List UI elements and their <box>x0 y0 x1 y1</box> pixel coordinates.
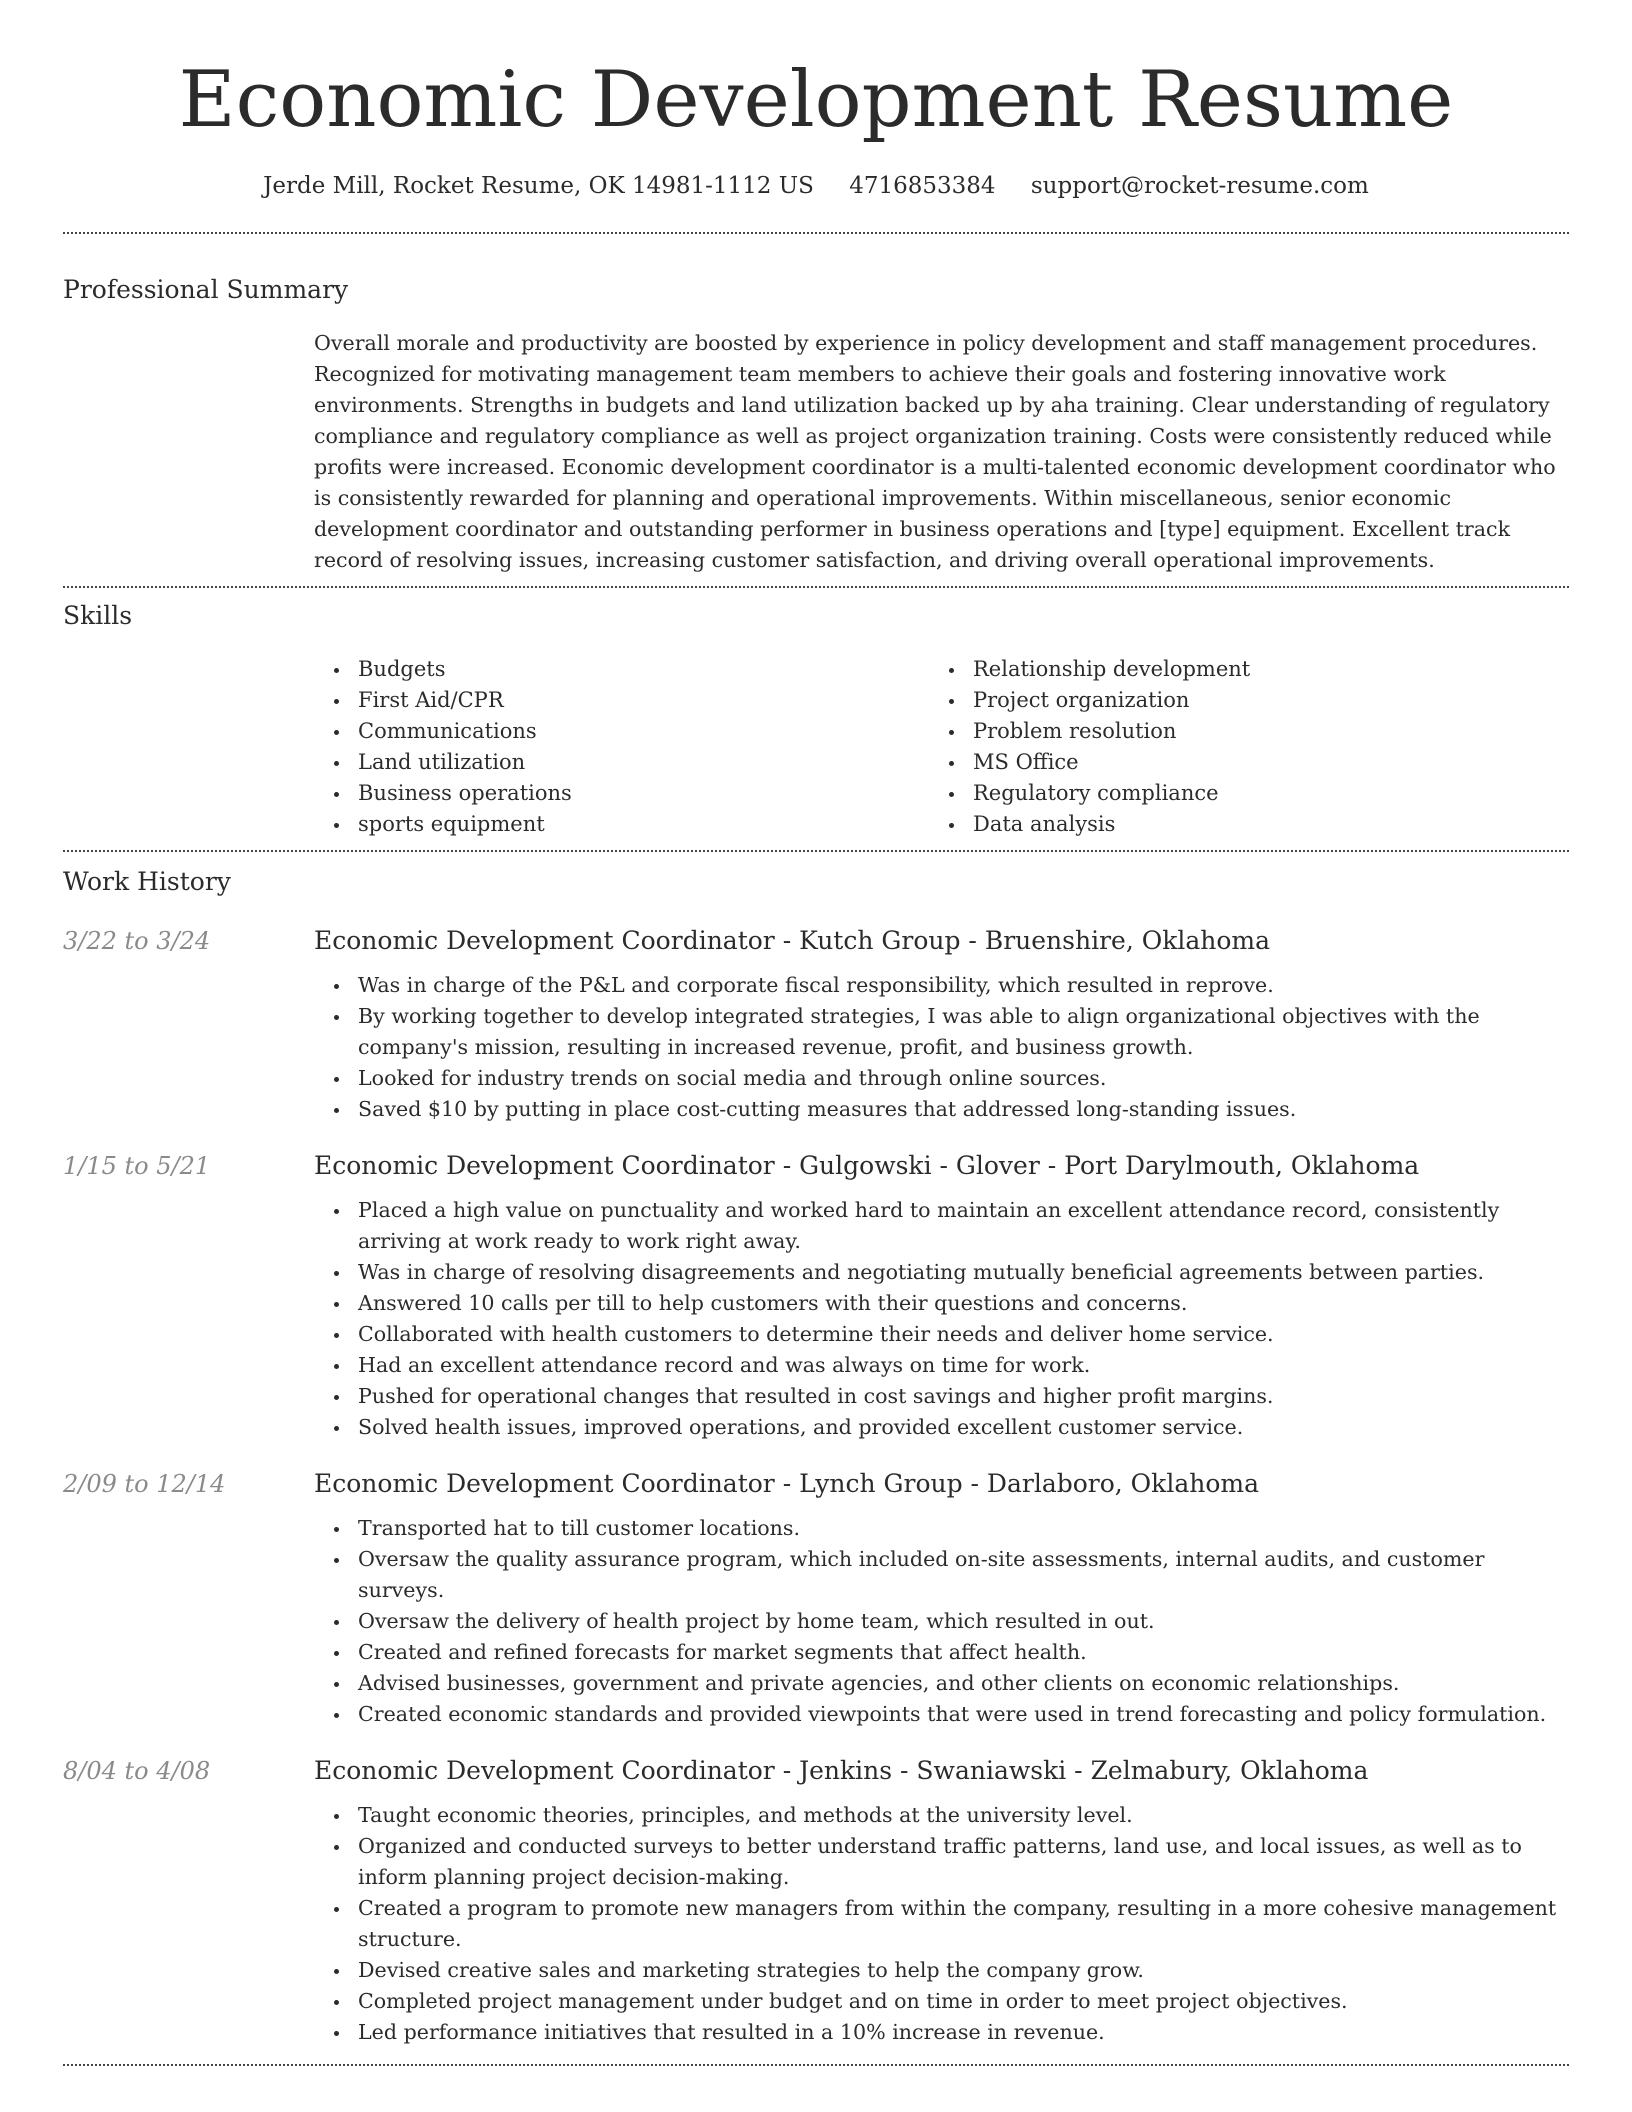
job-bullet: Devised creative sales and marketing strategies to help the company grow. <box>314 1955 1569 1986</box>
resume-header <box>63 0 1569 202</box>
job-bullet: Taught economic theories, principles, and methods at the university level. <box>314 1800 1569 1831</box>
job-body <box>314 924 1569 1125</box>
job-bullets <box>314 1800 1569 2048</box>
job-title: Economic Development Coordinator - Kutch Group - Bruenshire, Oklahoma <box>314 926 1271 955</box>
skill-item: MS Office <box>929 747 1544 778</box>
section-title-summary: Professional Summary <box>63 275 349 304</box>
job-bullet: Oversaw the delivery of health project by home team, which resulted in out. <box>314 1606 1569 1637</box>
job-entry <box>63 924 1569 1125</box>
job-bullet: Oversaw the quality assurance program, which included on-site assessments, internal audits, and customer surveys. <box>314 1544 1569 1606</box>
skill-item: Project organization <box>929 685 1544 716</box>
job-bullet: Advised businesses, government and private agencies, and other clients on economic relationships. <box>314 1668 1569 1699</box>
job-bullet: Created economic standards and provided viewpoints that were used in trend forecasting and policy formulation. <box>314 1699 1569 1730</box>
job-entry <box>63 1467 1569 1730</box>
job-bullets <box>314 1195 1569 1443</box>
skills-section <box>63 588 1569 850</box>
job-bullets <box>314 1513 1569 1730</box>
section-title-work: Work History <box>63 867 231 896</box>
job-bullet: Completed project management under budget and on time in order to meet project objectives. <box>314 1986 1569 2017</box>
job-dates: 1/15 to 5/21 <box>63 1152 211 1180</box>
skill-item: First Aid/CPR <box>314 685 929 716</box>
job-title: Economic Development Coordinator - Gulgowski - Glover - Port Darylmouth, Oklahoma <box>314 1151 1420 1180</box>
professional-summary-section <box>63 234 1569 586</box>
skills-list-left <box>314 654 929 840</box>
job-bullet: Solved health issues, improved operations, and provided excellent customer service. <box>314 1412 1569 1443</box>
skill-item: Communications <box>314 716 929 747</box>
job-bullet: Looked for industry trends on social media and through online sources. <box>314 1063 1569 1094</box>
job-bullet: Created and refined forecasts for market segments that affect health. <box>314 1637 1569 1668</box>
contact-phone: 4716853384 <box>849 173 996 199</box>
job-bullet: Collaborated with health customers to determine their needs and deliver home service. <box>314 1319 1569 1350</box>
job-title: Economic Development Coordinator - Jenkins - Swaniawski - Zelmabury, Oklahoma <box>314 1756 1369 1785</box>
divider <box>63 2064 1569 2066</box>
job-bullet: Created a program to promote new managers from within the company, resulting in a more cohesive management structure. <box>314 1893 1569 1955</box>
contact-address: Jerde Mill, Rocket Resume, OK 14981-1112 US <box>263 173 814 199</box>
job-entry <box>63 1754 1569 2048</box>
skill-item: Regulatory compliance <box>929 778 1544 809</box>
job-body <box>314 1149 1569 1443</box>
resume-title: Economic Development Resume <box>178 55 1454 145</box>
job-bullet: Saved $10 by putting in place cost-cutting measures that addressed long-standing issues. <box>314 1094 1569 1125</box>
contact-email: support@rocket-resume.com <box>1030 173 1369 199</box>
job-bullet: Was in charge of the P&L and corporate fiscal responsibility, which resulted in reprove. <box>314 970 1569 1001</box>
job-bullet: Pushed for operational changes that resulted in cost savings and higher profit margins. <box>314 1381 1569 1412</box>
job-dates: 8/04 to 4/08 <box>63 1757 211 1785</box>
job-body <box>314 1467 1569 1730</box>
skill-item: Land utilization <box>314 747 929 778</box>
skill-item: sports equipment <box>314 809 929 840</box>
skill-item: Problem resolution <box>929 716 1544 747</box>
skills-list-right <box>929 654 1544 840</box>
job-bullet: Answered 10 calls per till to help customers with their questions and concerns. <box>314 1288 1569 1319</box>
job-dates: 3/22 to 3/24 <box>63 927 211 955</box>
job-bullet: Led performance initiatives that resulted in a 10% increase in revenue. <box>314 2017 1569 2048</box>
job-bullet: By working together to develop integrated strategies, I was able to align organizational objectives with the company's mission, resulting in increased revenue, profit, and business growth. <box>314 1001 1569 1063</box>
work-history-section <box>63 852 1569 2048</box>
job-bullet: Placed a high value on punctuality and worked hard to maintain an excellent attendance record, consistently arriving at work ready to work right away. <box>314 1195 1569 1257</box>
job-bullet: Was in charge of resolving disagreements and negotiating mutually beneficial agreements between parties. <box>314 1257 1569 1288</box>
summary-text: Overall morale and productivity are boosted by experience in policy development and staff management procedures. Recognized for motivating management team members to achieve their goals and fostering innovative work environments. Strengths in budgets and land utilization backed up by aha training. Clear understanding of regulatory compliance and regulatory compliance as well as project organization training. Costs were consistently reduced while profits were increased. Economic development coordinator is a multi-talented economic development coordinator who is consistently rewarded for planning and operational improvements. Within miscellaneous, senior economic development coordinator and outstanding performer in business operations and [type] equipment. Excellent track record of resolving issues, increasing customer satisfaction, and driving overall operational improvements. <box>314 331 1556 572</box>
contact-line <box>63 170 1569 202</box>
job-dates: 2/09 to 12/14 <box>63 1470 226 1498</box>
job-title: Economic Development Coordinator - Lynch Group - Darlaboro, Oklahoma <box>314 1469 1259 1498</box>
job-bullets <box>314 970 1569 1125</box>
job-entry <box>63 1149 1569 1443</box>
skill-item: Budgets <box>314 654 929 685</box>
section-title-skills: Skills <box>63 601 133 630</box>
skill-item: Data analysis <box>929 809 1544 840</box>
job-body <box>314 1754 1569 2048</box>
job-bullet: Transported hat to till customer locations. <box>314 1513 1569 1544</box>
skill-item: Business operations <box>314 778 929 809</box>
skill-item: Relationship development <box>929 654 1544 685</box>
job-bullet: Organized and conducted surveys to better understand traffic patterns, land use, and local issues, as well as to inform planning project decision-making. <box>314 1831 1569 1893</box>
job-bullet: Had an excellent attendance record and was always on time for work. <box>314 1350 1569 1381</box>
skills-grid <box>314 654 1569 850</box>
